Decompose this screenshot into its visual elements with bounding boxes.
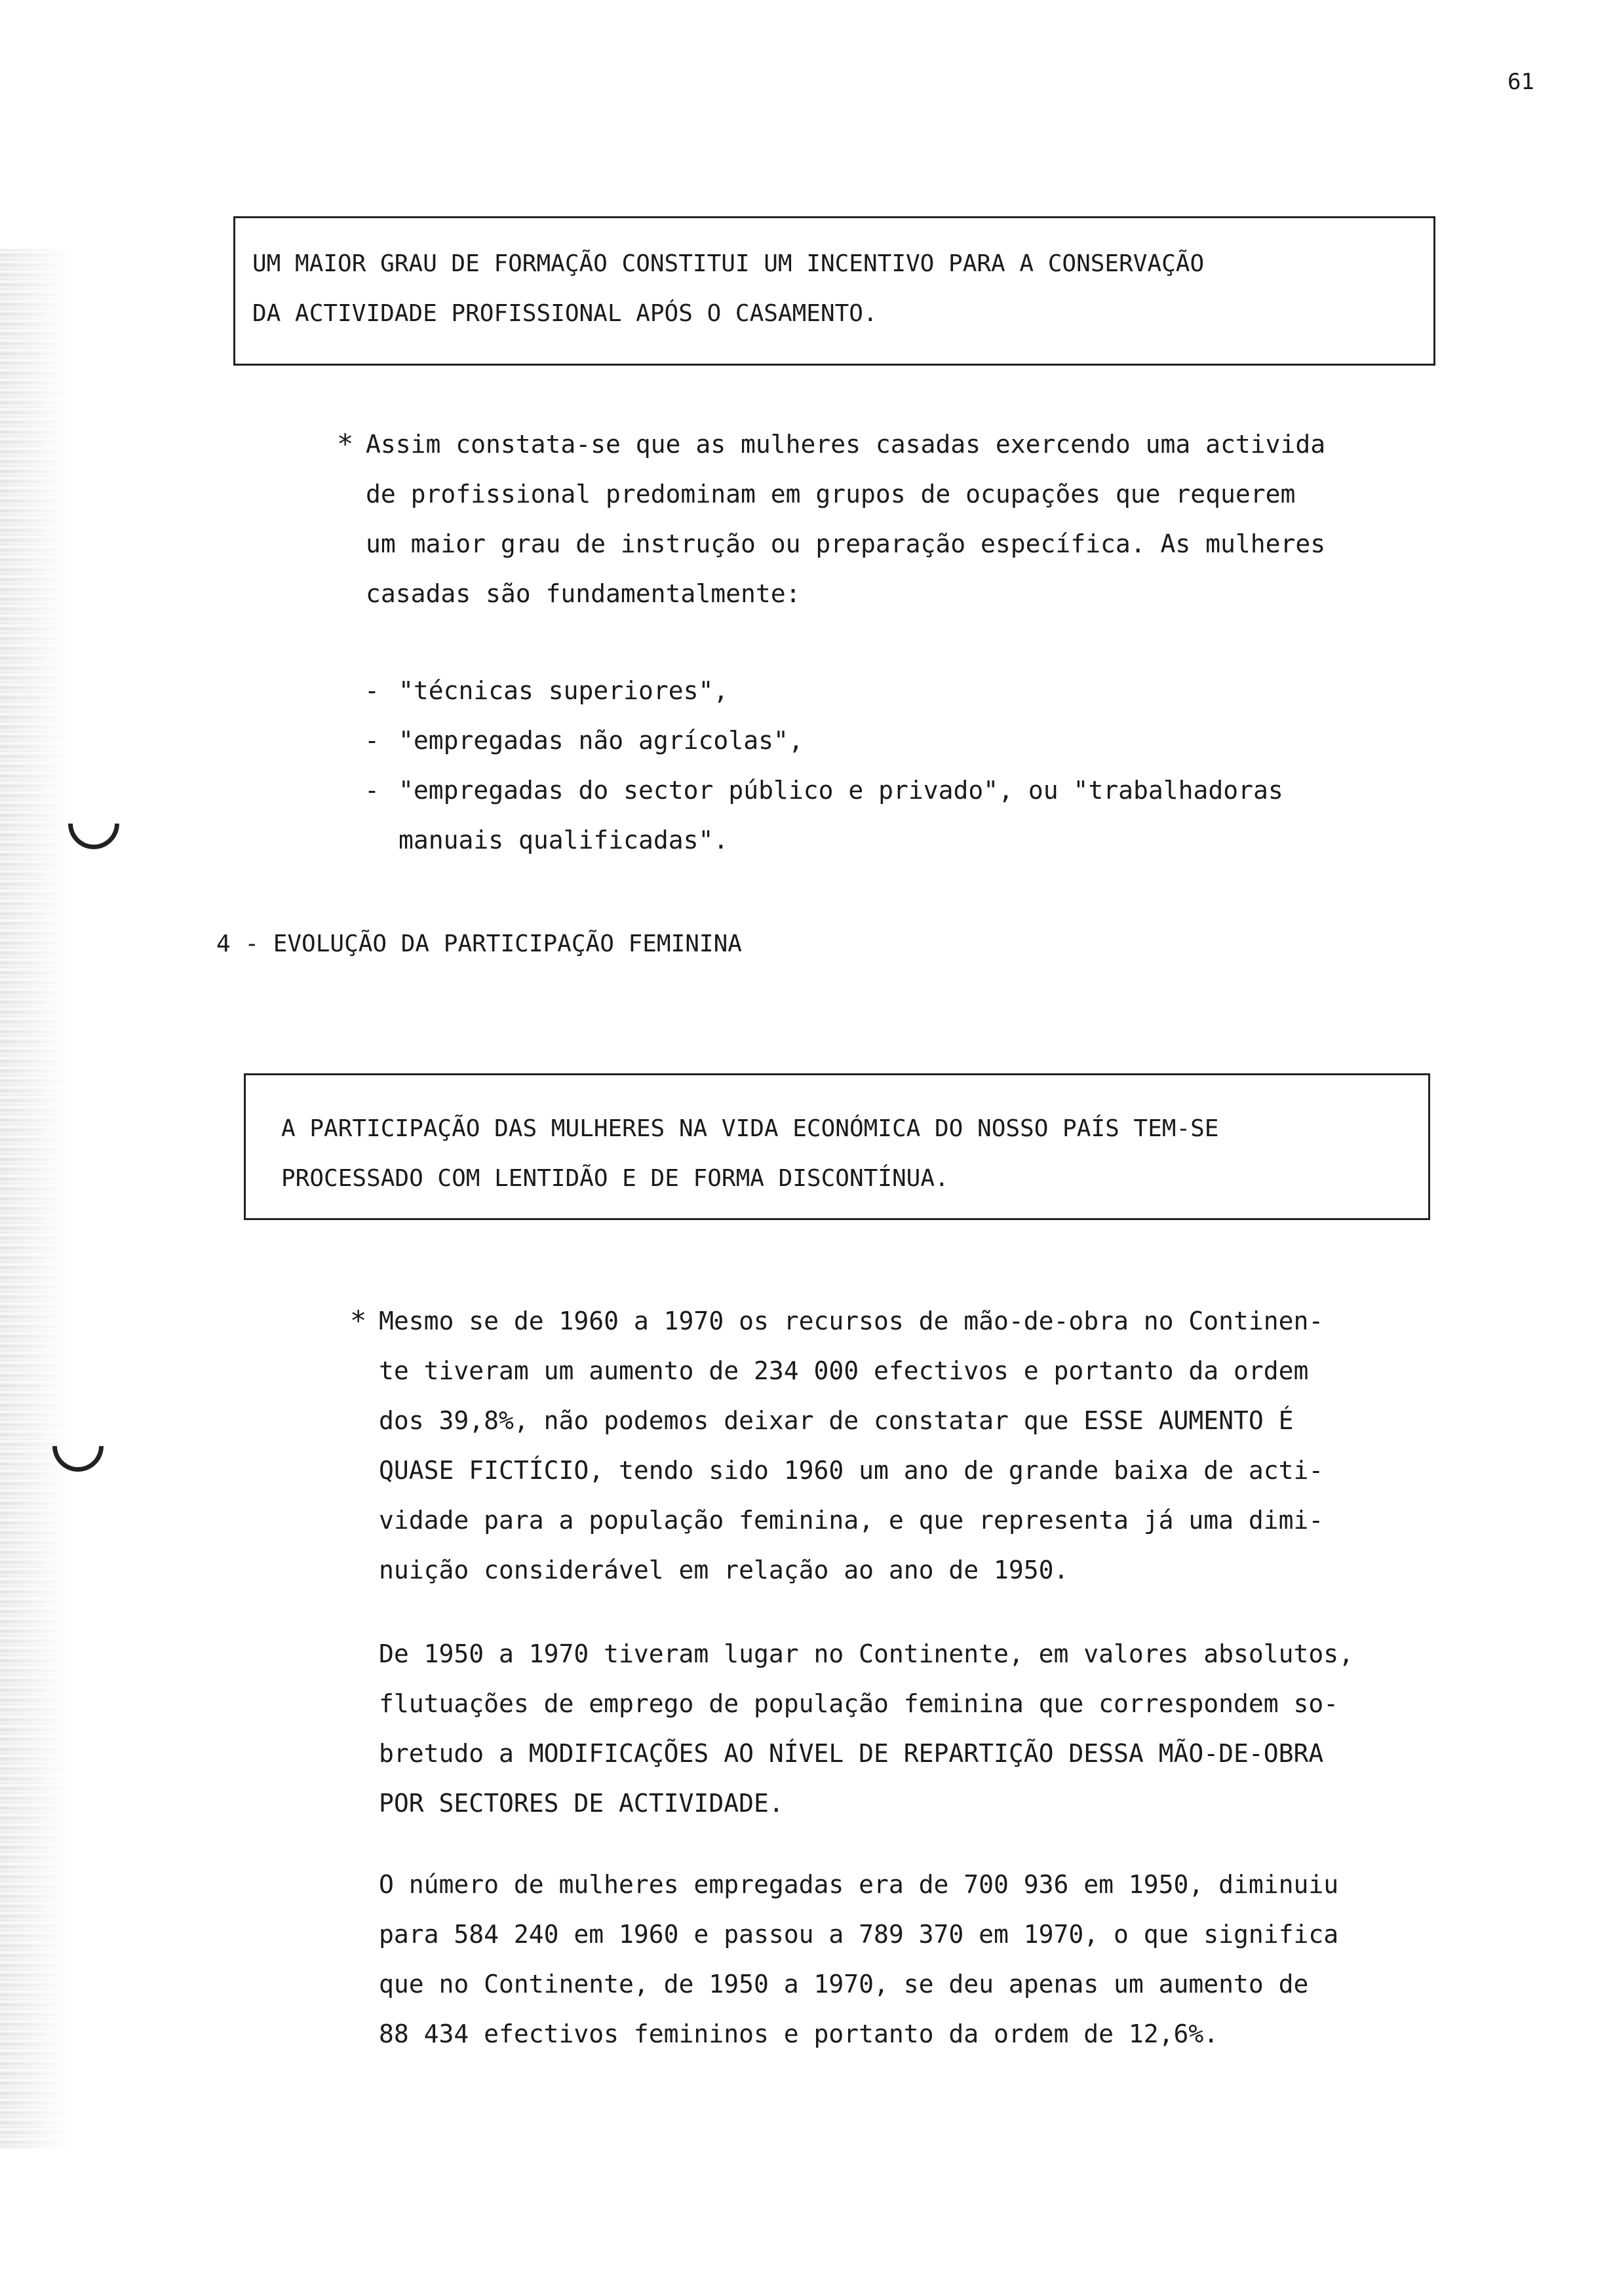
- dash-bullet: -: [364, 676, 379, 705]
- paragraph-line: vidade para a população feminina, e que representa já uma dimi-: [379, 1506, 1324, 1535]
- dash-bullet: -: [364, 726, 379, 755]
- paragraph-employment-fluctuations: [379, 1629, 1353, 1828]
- paragraph-employed-women-count: [379, 1860, 1338, 2059]
- paragraph-labour-resources: [350, 1296, 1324, 1595]
- paragraph-line: POR SECTORES DE ACTIVIDADE.: [379, 1789, 784, 1818]
- box-line: PROCESSADO COM LENTIDÃO E DE FORMA DISCONTÍNUA.: [281, 1165, 949, 1192]
- paragraph-line: O número de mulheres empregadas era de 700 936 em 1950, diminuiu: [379, 1870, 1339, 1899]
- asterisk-bullet: *: [337, 428, 354, 460]
- page-number: 61: [1508, 69, 1534, 95]
- paragraph-line: De 1950 a 1970 tiveram lugar no Continente, em valores absolutos,: [379, 1639, 1354, 1668]
- highlight-box-education: [233, 216, 1435, 366]
- dash-bullet: -: [364, 776, 379, 805]
- highlight-box-participation: [244, 1073, 1430, 1220]
- paragraph-line: bretudo a MODIFICAÇÕES AO NÍVEL DE REPARTIÇÃO DESSA MÃO-DE-OBRA: [379, 1739, 1324, 1768]
- box-line: UM MAIOR GRAU DE FORMAÇÃO CONSTITUI UM INCENTIVO PARA A CONSERVAÇÃO: [252, 250, 1205, 277]
- list-item: [364, 716, 1283, 765]
- list-item-text: "empregadas do sector público e privado", ou "trabalhadoras: [399, 776, 1283, 805]
- list-item-text: "técnicas superiores",: [399, 676, 729, 705]
- box-line: DA ACTIVIDADE PROFISSIONAL APÓS O CASAMENTO.: [252, 300, 878, 327]
- paragraph-line: flutuações de emprego de população feminina que correspondem so-: [379, 1689, 1339, 1718]
- paragraph-line: nuição considerável em relação ao ano de 1950.: [379, 1556, 1069, 1584]
- paragraph-line: de profissional predominam em grupos de ocupações que requerem: [366, 480, 1296, 508]
- paragraph-line: para 584 240 em 1960 e passou a 789 370 em 1970, o que significa: [379, 1920, 1339, 1949]
- list-item-text: "empregadas não agrícolas",: [399, 726, 804, 755]
- paragraph-line: 88 434 efectivos femininos e portanto da ordem de 12,6%.: [379, 2019, 1219, 2048]
- box-line: A PARTICIPAÇÃO DAS MULHERES NA VIDA ECONÓMICA DO NOSSO PAÍS TEM-SE: [281, 1115, 1219, 1142]
- list-item-continuation: manuais qualificadas".: [399, 826, 729, 854]
- scan-shadow-edge: [0, 249, 72, 2149]
- list-item: [364, 765, 1283, 865]
- paragraph-line: Assim constata-se que as mulheres casadas exercendo uma activida: [366, 430, 1326, 459]
- paragraph-line: te tiveram um aumento de 234 000 efectivos e portanto da ordem: [379, 1356, 1309, 1385]
- paragraph-line: Mesmo se de 1960 a 1970 os recursos de mão-de-obra no Continen-: [379, 1307, 1324, 1335]
- paragraph-line: um maior grau de instrução ou preparação específica. As mulheres: [366, 529, 1326, 558]
- paragraph-line: dos 39,8%, não podemos deixar de constatar que ESSE AUMENTO É: [379, 1406, 1294, 1435]
- occupation-list: [364, 666, 1283, 865]
- paragraph-married-women: [337, 419, 1326, 619]
- list-item: [364, 666, 1283, 716]
- paragraph-line: QUASE FICTÍCIO, tendo sido 1960 um ano de grande baixa de acti-: [379, 1456, 1324, 1485]
- paragraph-line: casadas são fundamentalmente:: [366, 579, 801, 608]
- paragraph-line: que no Continente, de 1950 a 1970, se deu apenas um aumento de: [379, 1970, 1309, 1999]
- asterisk-bullet: *: [350, 1305, 367, 1337]
- section-heading: 4 - EVOLUÇÃO DA PARTICIPAÇÃO FEMININA: [216, 930, 742, 957]
